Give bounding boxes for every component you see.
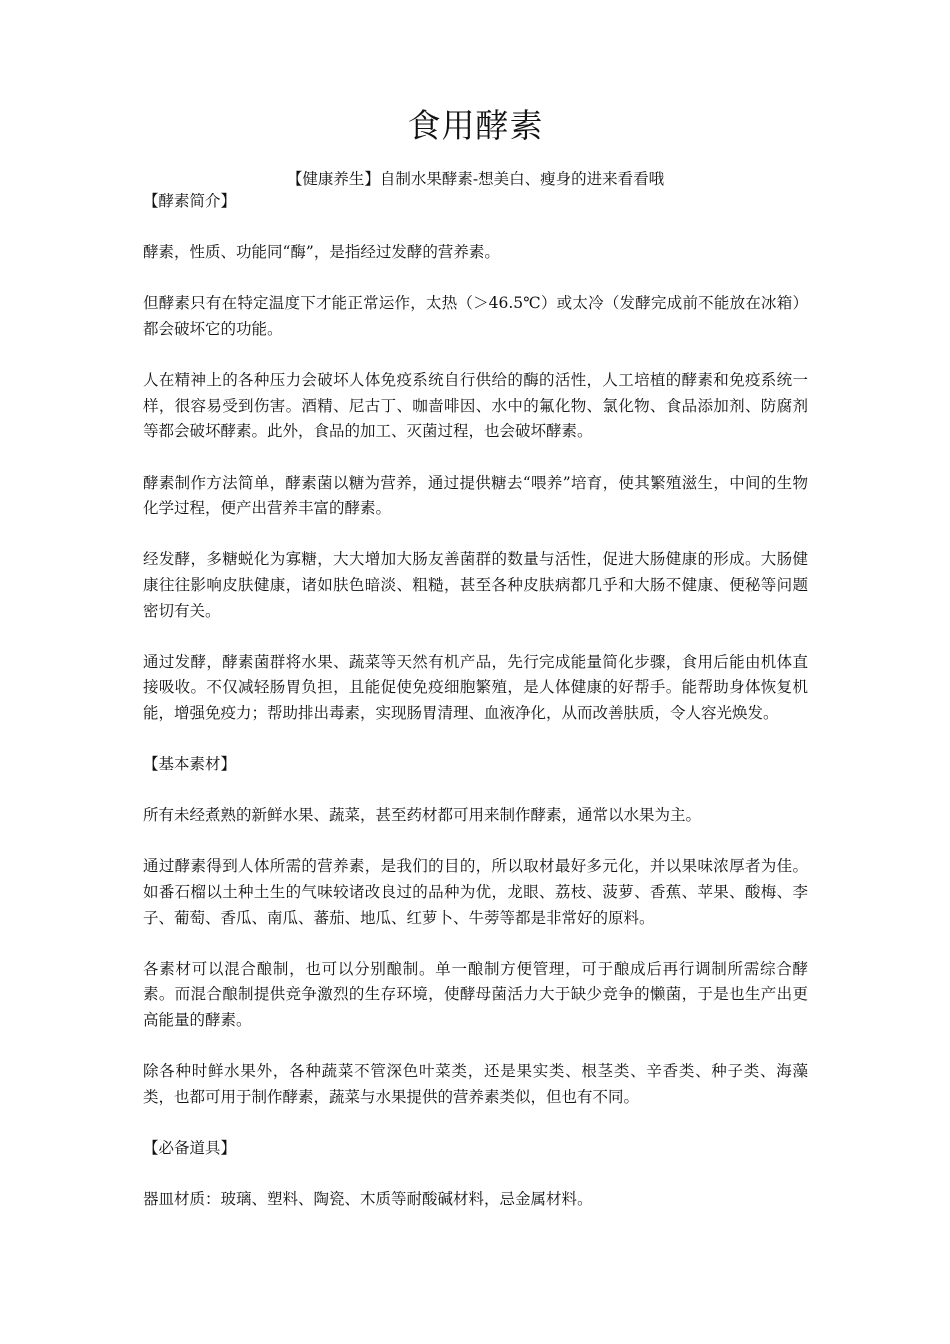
paragraph: 通过酵素得到人体所需的营养素，是我们的目的，所以取材最好多元化，并以果味浓厚者为佳。如番石榴以土种土生的气味较诸改良过的品种为优，龙眼、荔枝、菠萝、香蕉、苹果、酸梅、李子、葡萄、香瓜、南瓜、蕃茄、地瓜、红萝卜、牛蒡等都是非常好的原料。	[143, 857, 808, 927]
paragraph: 通过发酵，酵素菌群将水果、蔬菜等天然有机产品，先行完成能量简化步骤，食用后能由机体直接吸收。不仅减轻肠胃负担，且能促使免疫细胞繁殖，是人体健康的好帮手。能帮助身体恢复机能，增强免疫力；帮助排出毒素，实现肠胃清理、血液净化，从而改善肤质，令人容光焕发。	[143, 652, 808, 722]
paragraph: 经发酵，多糖蜕化为寡糖，大大增加大肠友善菌群的数量与活性，促进大肠健康的形成。大肠健康往往影响皮肤健康，诸如肤色暗淡、粗糙，甚至各种皮肤病都几乎和大肠不健康、便秘等问题密切有关。	[143, 550, 808, 620]
document-subtitle: 【健康养生】自制水果酵素-想美白、瘦身的进来看看哦	[286, 170, 665, 188]
paragraph: 各素材可以混合酿制，也可以分别酿制。单一酿制方便管理，可于酿成后再行调制所需综合酵素。而混合酿制提供竞争激烈的生存环境，使酵母菌活力大于缺少竞争的懒菌，于是也生产出更高能量的酵素。	[143, 959, 808, 1029]
paragraph: 器皿材质：玻璃、塑料、陶瓷、木质等耐酸碱材料，忌金属材料。	[143, 1190, 593, 1209]
document-body	[143, 189, 808, 1213]
paragraph: 所有未经煮熟的新鲜水果、蔬菜，甚至药材都可用来制作酵素，通常以水果为主。	[143, 806, 702, 825]
section-heading-tools: 【必备道具】	[143, 1138, 237, 1157]
paragraph: 除各种时鲜水果外，各种蔬菜不管深色叶菜类，还是果实类、根茎类、辛香类、种子类、海藻类，也都可用于制作酵素，蔬菜与水果提供的营养素类似，但也有不同。	[143, 1062, 808, 1106]
paragraph: 酵素，性质、功能同“酶”，是指经过发酵的营养素。	[143, 243, 500, 262]
paragraph: 人在精神上的各种压力会破坏人体免疫系统自行供给的酶的活性，人工培植的酵素和免疫系统一样，很容易受到伤害。酒精、尼古丁、咖啬啡因、水中的氟化物、氯化物、食品添加剂、防腐剂等都会破坏酵素。此外，食品的加工、灭菌过程，也会破坏酵素。	[143, 371, 808, 441]
paragraph: 酵素制作方法简单，酵素菌以糖为营养，通过提供糖去“喂养”培育，使其繁殖滋生，中间的生物化学过程，便产出营养丰富的酵素。	[143, 473, 808, 518]
section-heading-intro: 【酵素简介】	[143, 192, 237, 210]
paragraph: 但酵素只有在特定温度下才能正常运作，太热（＞46.5℃）或太冷（发酵完成前不能放在冰箱）都会破坏它的功能。	[143, 294, 808, 338]
section-heading-materials: 【基本素材】	[143, 755, 237, 774]
document-title: 食用酵素	[407, 106, 544, 145]
